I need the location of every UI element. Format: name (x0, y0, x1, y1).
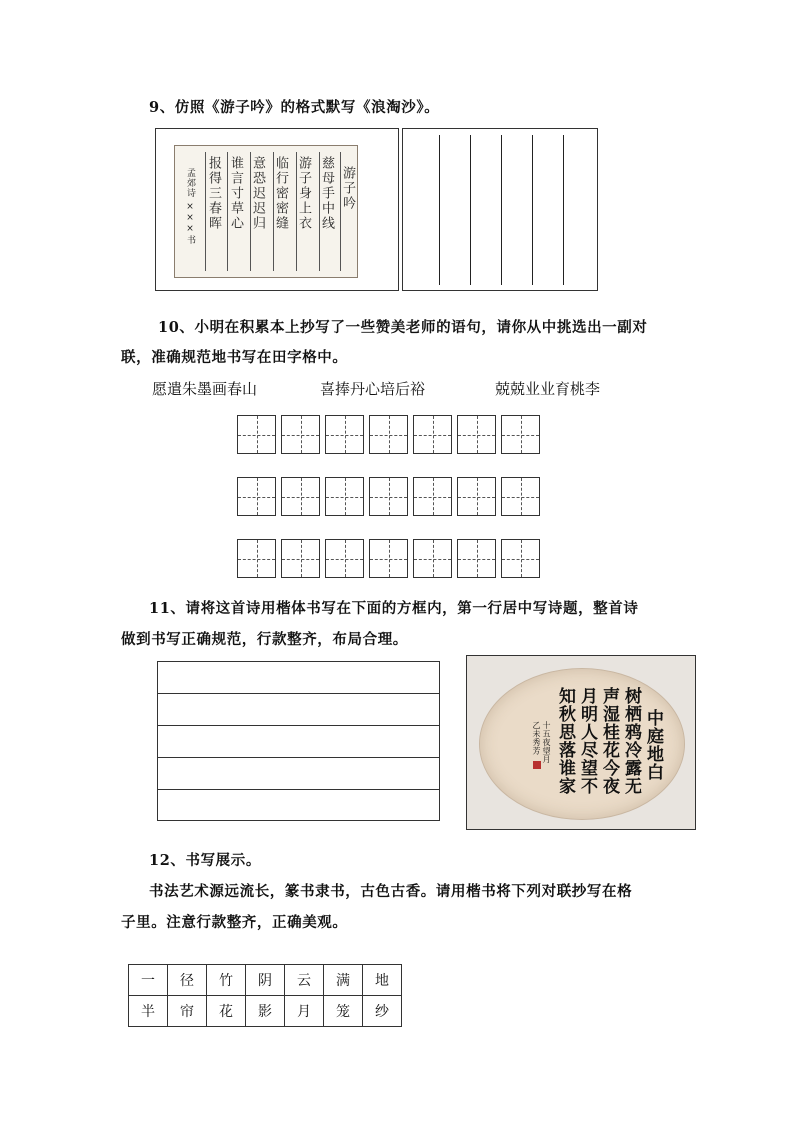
tianzige-cell[interactable] (325, 477, 364, 516)
calligraphy-oval (479, 668, 685, 820)
phrase-option: 兢兢业业育桃李 (495, 380, 601, 398)
tianzige-cell[interactable] (501, 477, 540, 516)
q11-prompt-line1: 11、请将这首诗用楷体书写在下面的方框内，第一行居中写诗题，整首诗 (149, 600, 639, 617)
calligraphy-column: 知秋思落谁家 (555, 687, 575, 795)
tianzige-cell[interactable] (457, 539, 496, 578)
tianzige-cell[interactable] (325, 415, 364, 454)
couplet-cell: 云 (285, 965, 324, 996)
tianzige-cell[interactable] (237, 477, 276, 516)
tianzige-cell[interactable] (237, 415, 276, 454)
tianzige-cell[interactable] (457, 477, 496, 516)
couplet-cell: 影 (246, 996, 285, 1027)
poem-line: 报得三春晖 (206, 156, 221, 231)
tianzige-cell[interactable] (237, 539, 276, 578)
tianzige-cell[interactable] (501, 539, 540, 578)
youziyin-scroll-image (155, 128, 399, 291)
couplet-cell: 半 (129, 996, 168, 1027)
calligraphy-inscription: 乙未秀芳 (532, 721, 541, 755)
q9-answer-box[interactable] (402, 128, 598, 291)
couplet-cell: 地 (363, 965, 402, 996)
poem-line: 意恐迟迟归 (250, 156, 265, 231)
couplet-table (128, 964, 402, 1027)
tianzige-cell[interactable] (369, 539, 408, 578)
poem-line: 谁言寸草心 (228, 156, 243, 231)
tianzige-cell[interactable] (325, 539, 364, 578)
tianzige-row-3 (237, 539, 540, 578)
couplet-cell: 月 (285, 996, 324, 1027)
couplet-cell: 满 (324, 965, 363, 996)
calligraphy-column: 中庭地白 (643, 709, 663, 781)
calligraphy-image (466, 655, 696, 830)
couplet-cell: 竹 (207, 965, 246, 996)
calligraphy-column: 月明人尽望不 (577, 687, 597, 795)
couplet-lower-row (129, 996, 402, 1027)
calligraphy-inscription: 十五夜望月 (542, 721, 551, 764)
couplet-cell: 阴 (246, 965, 285, 996)
tianzige-cell[interactable] (457, 415, 496, 454)
couplet-cell: 帘 (168, 996, 207, 1027)
tianzige-cell[interactable] (501, 415, 540, 454)
tianzige-cell[interactable] (281, 539, 320, 578)
tianzige-cell[interactable] (369, 477, 408, 516)
calligraphy-column: 树栖鸦冷露无 (621, 687, 641, 795)
poem-author-note: 孟郊诗 ×××书 (185, 168, 195, 245)
tianzige-cell[interactable] (413, 415, 452, 454)
q11-prompt-line2: 做到书写正确规范，行款整齐，布局合理。 (121, 631, 408, 648)
scroll-paper (174, 145, 358, 278)
couplet-cell: 笼 (324, 996, 363, 1027)
couplet-cell: 一 (129, 965, 168, 996)
q11-answer-box[interactable] (157, 661, 440, 821)
q12-prompt-line1: 书法艺术源远流长，篆书隶书，古色古香。请用楷书将下列对联抄写在格 (149, 883, 633, 900)
q9-prompt: 9、仿照《游子吟》的格式默写《浪淘沙》。 (149, 99, 440, 116)
q10-prompt-line1: 10、小明在积累本上抄写了一些赞美老师的语句，请你从中挑选出一副对 (158, 319, 648, 336)
poem-line: 游子身上衣 (296, 156, 311, 231)
q10-prompt-line2: 联，准确规范地书写在田字格中。 (121, 349, 348, 366)
couplet-cell: 花 (207, 996, 246, 1027)
poem-line: 临行密密缝 (273, 156, 288, 231)
tianzige-cell[interactable] (413, 539, 452, 578)
calligraphy-column: 声湿桂花今夜 (599, 687, 619, 795)
tianzige-row-1 (237, 415, 540, 454)
tianzige-cell[interactable] (281, 477, 320, 516)
q12-heading: 12、书写展示。 (149, 852, 261, 869)
poem-line: 慈母手中线 (319, 156, 334, 231)
tianzige-row-2 (237, 477, 540, 516)
phrase-option: 喜捧丹心培后裕 (320, 380, 426, 398)
phrase-option: 愿遣朱墨画春山 (152, 380, 258, 398)
poem-title: 游子吟 (340, 166, 355, 211)
tianzige-cell[interactable] (281, 415, 320, 454)
couplet-cell: 纱 (363, 996, 402, 1027)
couplet-upper-row (129, 965, 402, 996)
q12-prompt-line2: 子里。注意行款整齐，正确美观。 (121, 914, 348, 931)
seal-stamp (533, 761, 541, 769)
tianzige-cell[interactable] (413, 477, 452, 516)
couplet-cell: 径 (168, 965, 207, 996)
tianzige-cell[interactable] (369, 415, 408, 454)
